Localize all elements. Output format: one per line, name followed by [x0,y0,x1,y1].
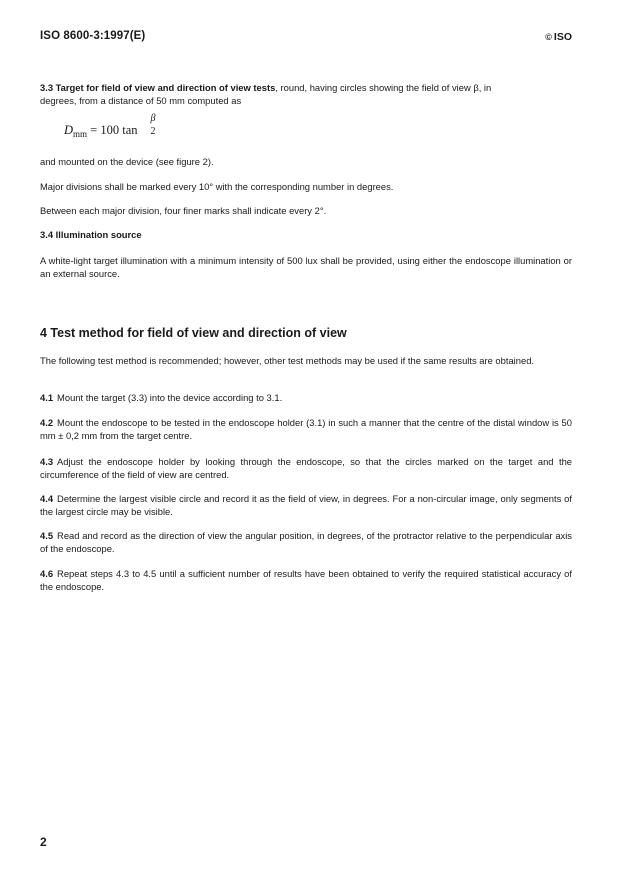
formula-main [64,123,138,138]
clause-3-4-number: 3.4 [40,229,54,240]
page-number: 2 [40,835,47,849]
step-paragraph [40,493,572,518]
step-4-5 [40,530,572,555]
step-text: Determine the largest visible circle and record it as the field of view, in degrees. For a non-circular image, only segments of the largest circle may be visible. [40,493,572,517]
clause-3-3-paragraph [40,82,572,107]
clause-3-3 [40,82,572,107]
formula-fraction-numerator: β [150,113,156,124]
step-number: 4.4 [40,493,54,504]
after-formula-text: and mounted on the device (see figure 2). [40,156,214,167]
step-number: 4.5 [40,530,54,541]
step-4-1 [40,392,572,405]
clause-3-3-text-line2: degrees, from a distance of 50 mm computed as [40,94,242,106]
clause-3-3-after-formula [40,156,572,169]
step-text: Mount the target (3.3) into the device according to 3.1. [57,392,283,403]
step-paragraph [40,417,572,442]
step-paragraph [40,456,572,481]
clause-3-3-major-divisions [40,181,572,194]
copyright-org: ISO [553,31,572,43]
formula-lhs-subscript: mm [73,129,88,139]
clause-3-4-text: A white-light target illumination with a minimum intensity of 500 lux shall be provided, using either the endoscope illumination or an external source. [40,255,572,279]
formula-fraction [148,113,158,137]
clause-3-4-body [40,255,572,280]
step-text: Mount the endoscope to be tested in the endoscope holder (3.1) in such a manner that the centre of the distal window is 50 mm ± 0,2 mm from the target centre. [40,417,572,441]
finer-marks-text: Between each major division, four finer marks shall indicate every 2°. [40,205,327,216]
formula-rhs-prefix: = 100 tan [90,123,138,137]
copyright-mark [545,31,572,43]
copyright-icon: © [545,32,552,42]
section-4-title: 4 Test method for field of view and direction of view [40,326,347,340]
step-number: 4.1 [40,392,54,403]
major-divisions-text: Major divisions shall be marked every 10° with the corresponding number in degrees. [40,181,394,192]
clause-3-3-finer-marks [40,205,572,218]
clause-3-3-number: 3.3 [40,82,54,93]
formula-lhs-symbol: D [64,123,74,137]
step-number: 4.3 [40,456,54,467]
step-paragraph [40,392,572,405]
step-number: 4.6 [40,568,54,579]
clause-3-3-title: Target for field of view and direction of view tests [55,82,276,93]
step-4-4 [40,493,572,518]
formula-field-of-view [64,113,204,149]
step-paragraph [40,530,572,555]
clause-3-4-title: Illumination source [55,229,142,240]
step-4-2 [40,417,572,442]
step-4-3 [40,456,572,481]
step-number: 4.2 [40,417,54,428]
clause-3-4-heading [40,229,572,242]
standard-identifier: ISO 8600-3:1997(E) [40,30,146,42]
clause-3-3-text-line1: , round, having circles showing the field of view β, in [275,82,492,93]
step-4-6 [40,568,572,593]
section-4-intro-text: The following test method is recommended; however, other test methods may be used if the same results are obtained. [40,355,535,366]
step-paragraph [40,568,572,593]
formula-fraction-denominator: 2 [150,126,156,137]
section-4-intro [40,355,572,368]
step-text: Adjust the endoscope holder by looking through the endoscope, so that the circles marked on the target and the circumference of the field of view are centred. [40,456,572,480]
step-text: Read and record as the direction of view the angular position, in degrees, of the protractor relative to the perpendicular axis of the endoscope. [40,530,572,554]
step-text: Repeat steps 4.3 to 4.5 until a sufficient number of results have been obtained to verify the required statistical accuracy of the endoscope. [40,568,572,592]
